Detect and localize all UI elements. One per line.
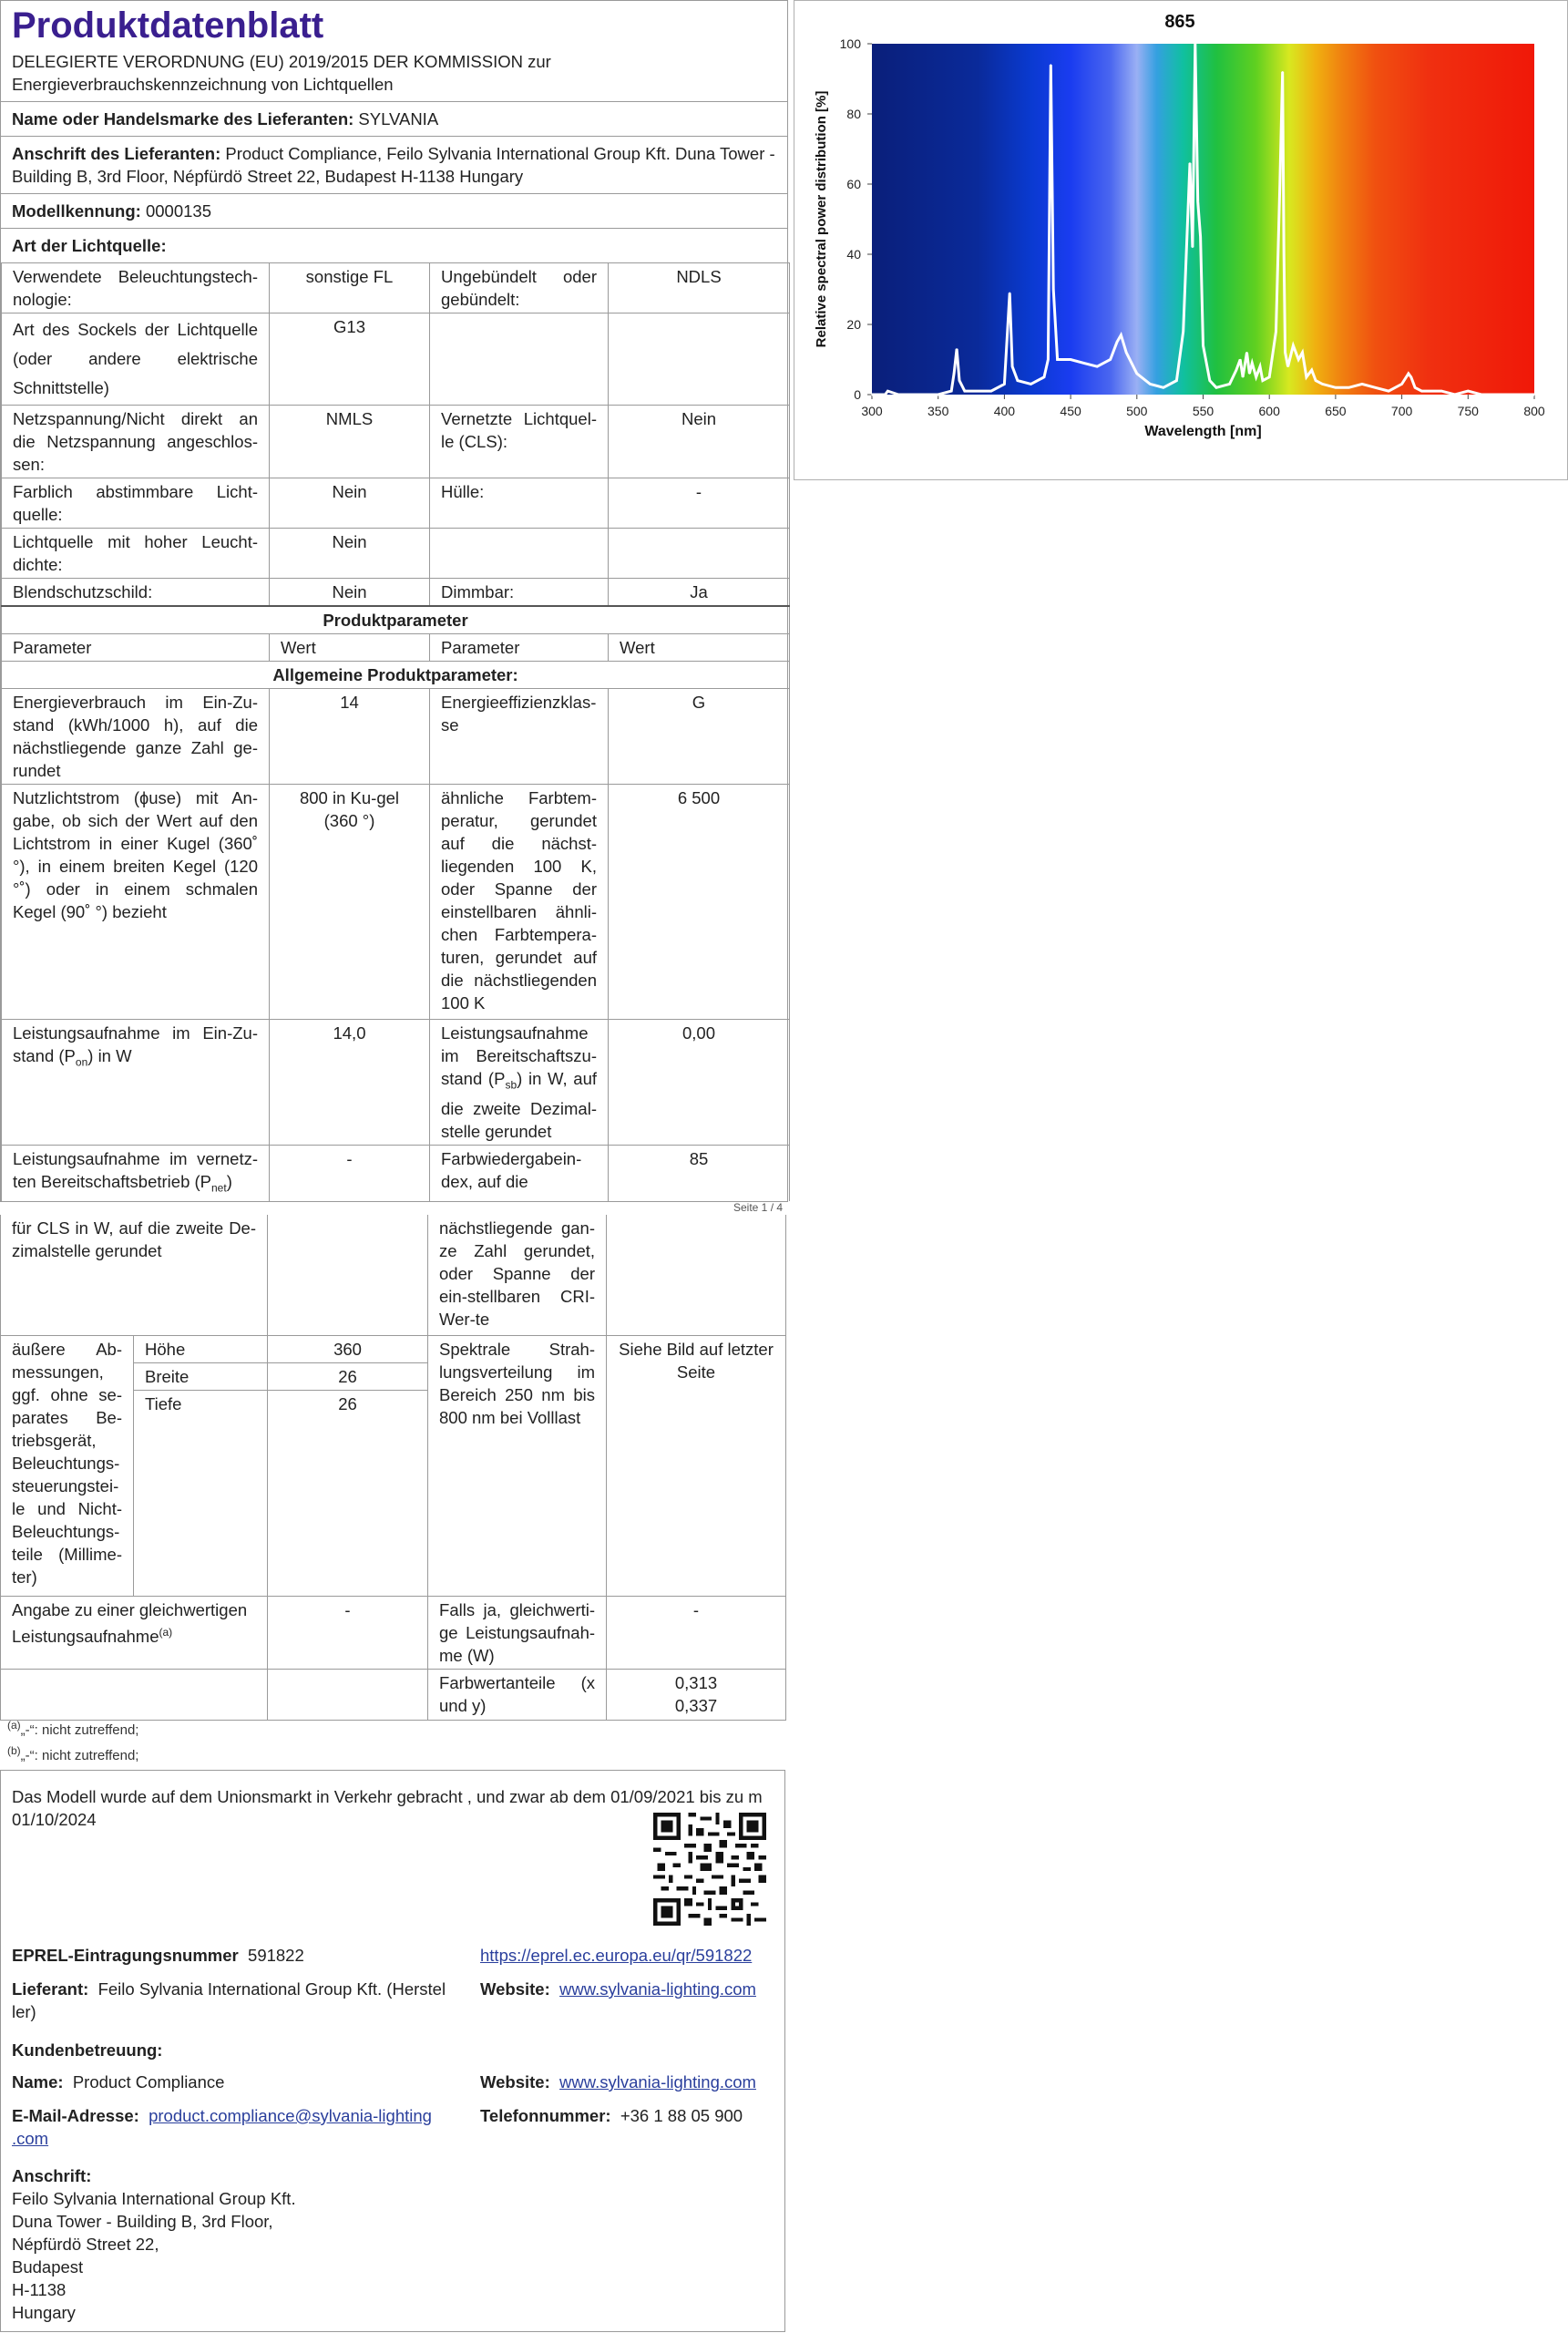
table-cell: 26 <box>268 1390 428 1596</box>
spd-data-point <box>1043 376 1045 378</box>
x-tick-label: 300 <box>861 404 883 418</box>
psb-label: Leistungsaufnahme im Bereitschaftszu-stand (P <box>441 1023 597 1088</box>
eprel-row <box>12 1944 304 1967</box>
x-tick-label: 650 <box>1325 404 1347 418</box>
tel-value: +36 1 88 05 900 <box>620 2106 743 2125</box>
spd-data-point <box>1229 384 1231 385</box>
table-cell: Art des Sockels der Lichtquelle (oder andere elektrische Schnittstelle) <box>2 313 270 406</box>
spd-data-point <box>1189 162 1191 164</box>
page-title: Produktdatenblatt <box>12 5 324 46</box>
spd-data-point <box>1239 359 1241 361</box>
table-cell: Netzspannung/Nicht direkt an die Netzspannung angeschlos-sen: <box>2 406 270 478</box>
spd-data-point <box>1533 394 1535 396</box>
spd-data-point <box>1183 331 1184 333</box>
table-row <box>1 1596 786 1669</box>
eprel-link[interactable]: https://eprel.ec.europa.eu/qr/591822 <box>480 1946 753 1965</box>
table-cell: Blendschutzschild: <box>2 579 270 607</box>
spd-data-point <box>978 390 979 392</box>
table-cell <box>268 1215 428 1335</box>
section-header <box>2 662 790 689</box>
website-label: Website: <box>480 1979 550 1999</box>
spd-data-point <box>1468 390 1470 392</box>
table-cell: Nein <box>270 478 430 529</box>
table-cell: Nutzlichtstrom (ɸuse) mit An-gabe, ob sich der Wert auf den Lichtstrom in einer Kugel (360˚ °), in einem breiten Kegel (120 °˚) oder in einem schmalen Kegel (90˚ °) bezieht <box>2 785 270 1020</box>
spd-data-point <box>1507 394 1509 396</box>
table-cell <box>430 529 609 579</box>
table-cell <box>2 1145 270 1201</box>
pnet-label: Leistungsaufnahme im vernetz-ten Bereitschaftsbetrieb (P <box>13 1148 258 1191</box>
params-table-continued <box>0 1215 786 1721</box>
x-tick-label: 400 <box>993 404 1016 418</box>
name-value: Product Compliance <box>72 2072 225 2091</box>
pnet-sub: net <box>211 1181 227 1195</box>
website2-row <box>480 2071 756 2093</box>
spd-data-point <box>956 348 958 350</box>
y-tick-label: 60 <box>846 177 861 191</box>
spd-data-point <box>887 390 889 392</box>
x-tick-label: 600 <box>1258 404 1280 418</box>
footnote-a-text: „-“: nicht zutreffend; <box>20 1722 139 1738</box>
email-link[interactable]: product.compliance@sylvania-lighting .com <box>12 2106 432 2148</box>
table-cell: - <box>268 1596 428 1669</box>
spd-data-point <box>990 390 992 392</box>
spd-data-point <box>897 394 899 396</box>
equiv-label: Angabe zu einer gleichwertigen Leistungsaufnahme <box>12 1599 248 1646</box>
spd-data-point <box>1414 387 1416 389</box>
table-cell <box>268 1669 428 1720</box>
spd-data-point <box>911 394 913 396</box>
table-cell: 360 <box>268 1335 428 1362</box>
address-line: Feilo Sylvania International Group Kft. <box>12 2189 296 2208</box>
spd-data-point <box>1361 384 1363 385</box>
spd-data-point <box>938 394 939 396</box>
table-cell: Farblich abstimmbare Licht-quelle: <box>2 478 270 529</box>
type-table <box>1 262 790 1201</box>
table-cell: für CLS in W, auf die zweite De-zimalstelle gerundet <box>1 1215 268 1335</box>
address-label: Anschrift des Lieferanten: <box>12 144 221 163</box>
table-cell: Vernetzte Lichtquel-le (CLS): <box>430 406 609 478</box>
email-label: E-Mail-Adresse: <box>12 2106 139 2125</box>
table-cell: Ungebündelt oder gebündelt: <box>430 263 609 313</box>
supplier-value: SYLVANIA <box>358 109 439 128</box>
table-row <box>2 478 790 529</box>
spectrum-chart-panel <box>794 0 1568 480</box>
spd-data-point <box>1401 384 1403 385</box>
tel-row <box>480 2104 743 2127</box>
table-row <box>2 263 790 313</box>
spd-data-point <box>1192 247 1194 249</box>
spd-data-point <box>1083 363 1085 365</box>
spd-data-point <box>1125 352 1127 354</box>
spd-data-point <box>953 373 955 375</box>
footnote-a-mark: (a) <box>7 1719 21 1732</box>
table-row <box>2 689 790 785</box>
spd-data-point <box>1116 341 1118 343</box>
lieferant-label: Lieferant: <box>12 1979 89 1999</box>
lieferant-row <box>12 1978 466 2023</box>
table-cell: - <box>607 1596 786 1669</box>
email-row <box>12 2104 467 2150</box>
y-tick-label: 0 <box>854 387 861 402</box>
spd-data-point <box>1242 376 1244 378</box>
x-tick-label: 750 <box>1457 404 1479 418</box>
x-axis-label: Wavelength [nm] <box>1144 424 1262 439</box>
table-cell: Spektrale Strah-lungsverteilung im Bereich 250 nm bis 800 nm bei Volllast <box>428 1335 607 1596</box>
spd-data-point <box>1410 376 1412 378</box>
footnote-b-text: „-“: nicht zutreffend; <box>20 1748 139 1763</box>
table-row <box>1 1669 786 1720</box>
table-cell: G13 <box>270 313 430 406</box>
spd-data-point <box>1197 200 1199 202</box>
table-cell: nächstliegende gan-ze Zahl gerundet, oder Spanne der ein-stellbaren CRI-Wer-te <box>428 1215 607 1335</box>
spd-data-point <box>1283 253 1285 255</box>
footnote-b <box>7 1744 138 1763</box>
psb-sub: sb <box>505 1078 518 1092</box>
address-line: Népfürdö Street 22, <box>12 2235 159 2254</box>
table-cell: Falls ja, gleichwerti-ge Leistungsaufnah-me (W) <box>428 1596 607 1669</box>
datasheet-page-1 <box>0 0 788 1202</box>
page-number: Seite 1 / 4 <box>733 1201 784 1214</box>
table-cell: 85 <box>609 1145 790 1201</box>
spd-data-point <box>924 394 926 396</box>
column-header: Wert <box>270 634 430 662</box>
address-line: Hungary <box>12 2303 76 2322</box>
spd-data-point <box>1311 369 1313 371</box>
table-cell: Dimmbar: <box>430 579 609 607</box>
spd-data-point <box>1176 380 1178 382</box>
regulation-text: DELEGIERTE VERORDNUNG (EU) 2019/2015 DER KOMMISSION zur Energieverbrauchskennzeichnung von Lichtquellen <box>12 52 551 94</box>
table-cell: Verwendete Beleuchtungstech-nologie: <box>2 263 270 313</box>
market-text: Das Modell wurde auf dem Unionsmarkt in Verkehr gebracht , und zwar ab dem 01/09/2021 bis zu m 01/10/2024 <box>12 1787 763 1829</box>
table-cell: Energieverbrauch im Ein-Zu-stand (kWh/1000 h), auf die nächstliegende ganze Zahl ge-rundet <box>2 689 270 785</box>
spd-data-point <box>1017 380 1019 382</box>
table-cell: 800 in Ku-gel (360 °) <box>270 785 430 1020</box>
column-header: Parameter <box>2 634 270 662</box>
table-cell: 6 500 <box>609 785 790 1020</box>
psb-tail: ) in W, auf die zweite Dezimal-stelle gerundet <box>441 1069 597 1141</box>
spd-data-point <box>1004 384 1006 385</box>
anschrift-lines <box>12 2187 296 2324</box>
table-cell <box>1 1596 268 1669</box>
table-row <box>2 529 790 579</box>
model-value: 0000135 <box>145 201 211 221</box>
chroma-y: 0,337 <box>674 1695 718 1715</box>
spd-data-point <box>1302 352 1304 354</box>
lieferant-value: Feilo Sylvania International Group Kft. (Herstel ler) <box>12 1979 446 2021</box>
pon-sub: on <box>75 1055 88 1069</box>
column-header: Parameter <box>430 634 609 662</box>
spd-data-point <box>1494 394 1496 396</box>
table-cell: 26 <box>268 1362 428 1390</box>
eprel-label: EPREL-Eintragungsnummer <box>12 1946 239 1965</box>
address-line: H-1138 <box>12 2280 67 2299</box>
table-cell <box>1 1669 268 1720</box>
table-cell: - <box>270 1145 430 1201</box>
table-row <box>2 406 790 478</box>
table-cell: Farbwertanteile (x und y) <box>428 1669 607 1720</box>
table-row <box>1 1215 786 1335</box>
spd-data-point <box>1348 387 1350 389</box>
table-row <box>2 1145 790 1201</box>
spd-data-point <box>1030 384 1032 385</box>
spd-data-point <box>1262 380 1264 382</box>
y-tick-label: 80 <box>846 107 861 121</box>
spd-data-point <box>1070 359 1071 361</box>
website2-link[interactable]: www.sylvania-lighting.com <box>559 2072 756 2091</box>
spd-data-point <box>1121 334 1122 336</box>
table-cell: sonstige FL <box>270 263 430 313</box>
table-cell: Siehe Bild auf letzter Seite <box>607 1335 786 1596</box>
spd-data-point <box>1306 376 1307 378</box>
table-row <box>2 785 790 1020</box>
spd-data-point <box>1052 289 1054 291</box>
spd-data-point <box>964 390 966 392</box>
spd-data-point <box>1388 390 1389 392</box>
spd-data-point <box>885 394 886 396</box>
x-tick-label: 450 <box>1060 404 1081 418</box>
table-cell <box>430 313 609 406</box>
eprel-value: 591822 <box>248 1946 304 1965</box>
address-line: Duna Tower - Building B, 3rd Floor, <box>12 2212 273 2231</box>
kunden-label: Kundenbetreuung: <box>12 2040 163 2060</box>
spd-data-point <box>1048 359 1050 361</box>
spd-data-point <box>1259 365 1261 367</box>
spd-data-point <box>871 394 873 396</box>
table-cell: Hülle: <box>430 478 609 529</box>
spd-data-point <box>1215 387 1217 389</box>
spd-data-point <box>1246 352 1248 354</box>
table-cell <box>2 1020 270 1146</box>
table-header-row <box>2 634 790 662</box>
spd-data-point <box>1203 344 1204 346</box>
spd-data-point <box>1007 338 1009 340</box>
name-label: Name: <box>12 2072 64 2091</box>
spd-data-point <box>1335 387 1337 389</box>
spd-data-point <box>1408 373 1409 375</box>
spd-data-point <box>1315 380 1317 382</box>
address-value: Product Compliance, Feilo Sylvania International Group Kft. Duna Tower - Building B, 3rd Floor, Népfürdö Street 22, Budapest H-1138 Hungary <box>12 144 775 186</box>
y-tick-label: 100 <box>839 36 861 51</box>
model-label: Modellkennung: <box>12 201 141 221</box>
type-heading: Art der Lichtquelle: <box>1 228 787 262</box>
table-cell: Breite <box>134 1362 268 1390</box>
table-cell: 0,00 <box>609 1020 790 1146</box>
spd-data-point <box>1282 71 1284 73</box>
pnet-tail: ) <box>226 1171 232 1191</box>
spd-data-point <box>1293 344 1295 346</box>
spd-data-point <box>1268 376 1270 378</box>
spd-data-point <box>1285 352 1286 354</box>
spd-data-point <box>1276 331 1277 333</box>
spd-data-point <box>1009 293 1010 294</box>
spd-data-point <box>1249 373 1251 375</box>
table-cell: Lichtquelle mit hoher Leucht-dichte: <box>2 529 270 579</box>
eprel-link-row <box>480 1944 752 1967</box>
table-cell: G <box>609 689 790 785</box>
website-link[interactable]: www.sylvania-lighting.com <box>559 1979 756 1999</box>
spd-data-point <box>1150 384 1152 385</box>
spd-data-point <box>1209 380 1211 382</box>
y-axis-label: Relative spectral power distribution [%] <box>814 90 829 348</box>
spd-data-point <box>1481 394 1482 396</box>
spd-data-point <box>1251 363 1253 365</box>
subsection-title: Allgemeine Produktparameter: <box>2 662 790 689</box>
table-cell <box>430 1020 609 1146</box>
spd-data-point <box>1322 384 1324 385</box>
spd-data-point <box>1521 394 1522 396</box>
x-tick-label: 800 <box>1523 404 1545 418</box>
table-row <box>2 579 790 607</box>
x-tick-label: 350 <box>927 404 949 418</box>
website-row <box>480 1978 756 2000</box>
spd-data-point <box>958 380 960 382</box>
table-cell: NMLS <box>270 406 430 478</box>
spd-data-point <box>950 390 952 392</box>
spd-data-point <box>1050 64 1051 66</box>
footnote-b-mark: (b) <box>7 1744 21 1757</box>
y-tick-label: 40 <box>846 247 861 262</box>
supplier-row <box>1 101 787 136</box>
model-row <box>1 193 787 228</box>
spd-data-point <box>1235 369 1237 371</box>
table-cell: Farbwiedergabein-dex, auf die <box>430 1145 609 1201</box>
table-cell <box>609 313 790 406</box>
table-cell: Nein <box>270 529 430 579</box>
spd-data-point <box>1110 359 1112 361</box>
section-header <box>2 606 790 634</box>
table-cell: äußere Ab-messungen, ggf. ohne se-parates Be-triebsgerät, Beleuchtungs-steuerungstei-le und Nicht-Beleuchtungs-teile (Millime-ter) <box>1 1335 134 1596</box>
table-cell: Nein <box>270 579 430 607</box>
spd-data-point <box>1136 373 1138 375</box>
table-cell <box>607 1669 786 1720</box>
table-cell: 14 <box>270 689 430 785</box>
table-cell: ähnliche Farbtem-peratur, gerundet auf die nächst-liegenden 100 K, oder Spanne der einstellbaren ähnli-chen Farbtempera-turen, gerundet auf die nächstliegenden 100 K <box>430 785 609 1020</box>
spd-data-point <box>1255 376 1257 378</box>
spd-data-point <box>1454 394 1456 396</box>
chart-title: 865 <box>1164 12 1195 32</box>
tel-label: Telefonnummer: <box>480 2106 611 2125</box>
address-line: Budapest <box>12 2257 84 2276</box>
pon-tail: ) in W <box>87 1046 132 1065</box>
name-row <box>12 2071 224 2093</box>
table-row <box>1 1335 786 1362</box>
table-cell: Energieeffizienzklas-se <box>430 689 609 785</box>
datasheet-page-2 <box>0 1215 785 1721</box>
pon-label: Leistungsaufnahme im Ein-Zu-stand (P <box>13 1023 258 1065</box>
equiv-sup: (a) <box>159 1625 173 1639</box>
qr-code-icon <box>653 1813 766 1926</box>
address-row <box>1 136 787 193</box>
table-cell: Nein <box>609 406 790 478</box>
spd-data-point <box>1200 236 1202 238</box>
spd-data-point <box>1011 365 1013 367</box>
website2-label: Website: <box>480 2072 550 2091</box>
spd-data-point <box>1163 387 1164 389</box>
x-tick-label: 550 <box>1192 404 1214 418</box>
table-row <box>2 313 790 406</box>
spd-data-point <box>1194 43 1196 45</box>
section-title: Produktparameter <box>2 606 790 634</box>
table-cell: 14,0 <box>270 1020 430 1146</box>
spd-data-point <box>1428 390 1430 392</box>
table-cell: Höhe <box>134 1335 268 1362</box>
spd-data-point <box>1279 183 1281 185</box>
supplier-label: Name oder Handelsmarke des Lieferanten: <box>12 109 354 128</box>
spd-data-point <box>1440 390 1442 392</box>
column-header: Wert <box>609 634 790 662</box>
spd-data-point <box>1297 359 1299 361</box>
table-cell: Tiefe <box>134 1390 268 1596</box>
x-tick-label: 700 <box>1390 404 1413 418</box>
table-cell: Ja <box>609 579 790 607</box>
table-row <box>2 1020 790 1146</box>
table-cell: NDLS <box>609 263 790 313</box>
market-info-box <box>0 1770 785 2332</box>
spd-data-point <box>1421 390 1423 392</box>
spd-data-point <box>1096 365 1098 367</box>
anschrift-label: Anschrift: <box>12 2166 92 2185</box>
footnote-a <box>7 1719 138 1738</box>
spd-data-point <box>1375 387 1377 389</box>
x-tick-label: 500 <box>1126 404 1148 418</box>
spd-data-point <box>1057 359 1059 361</box>
spectrum-chart <box>794 1 1568 481</box>
chroma-x: 0,313 <box>674 1672 718 1692</box>
table-cell <box>609 529 790 579</box>
table-cell <box>607 1215 786 1335</box>
table-cell: - <box>609 478 790 529</box>
y-tick-label: 20 <box>846 317 861 332</box>
spd-data-point <box>1287 365 1289 367</box>
